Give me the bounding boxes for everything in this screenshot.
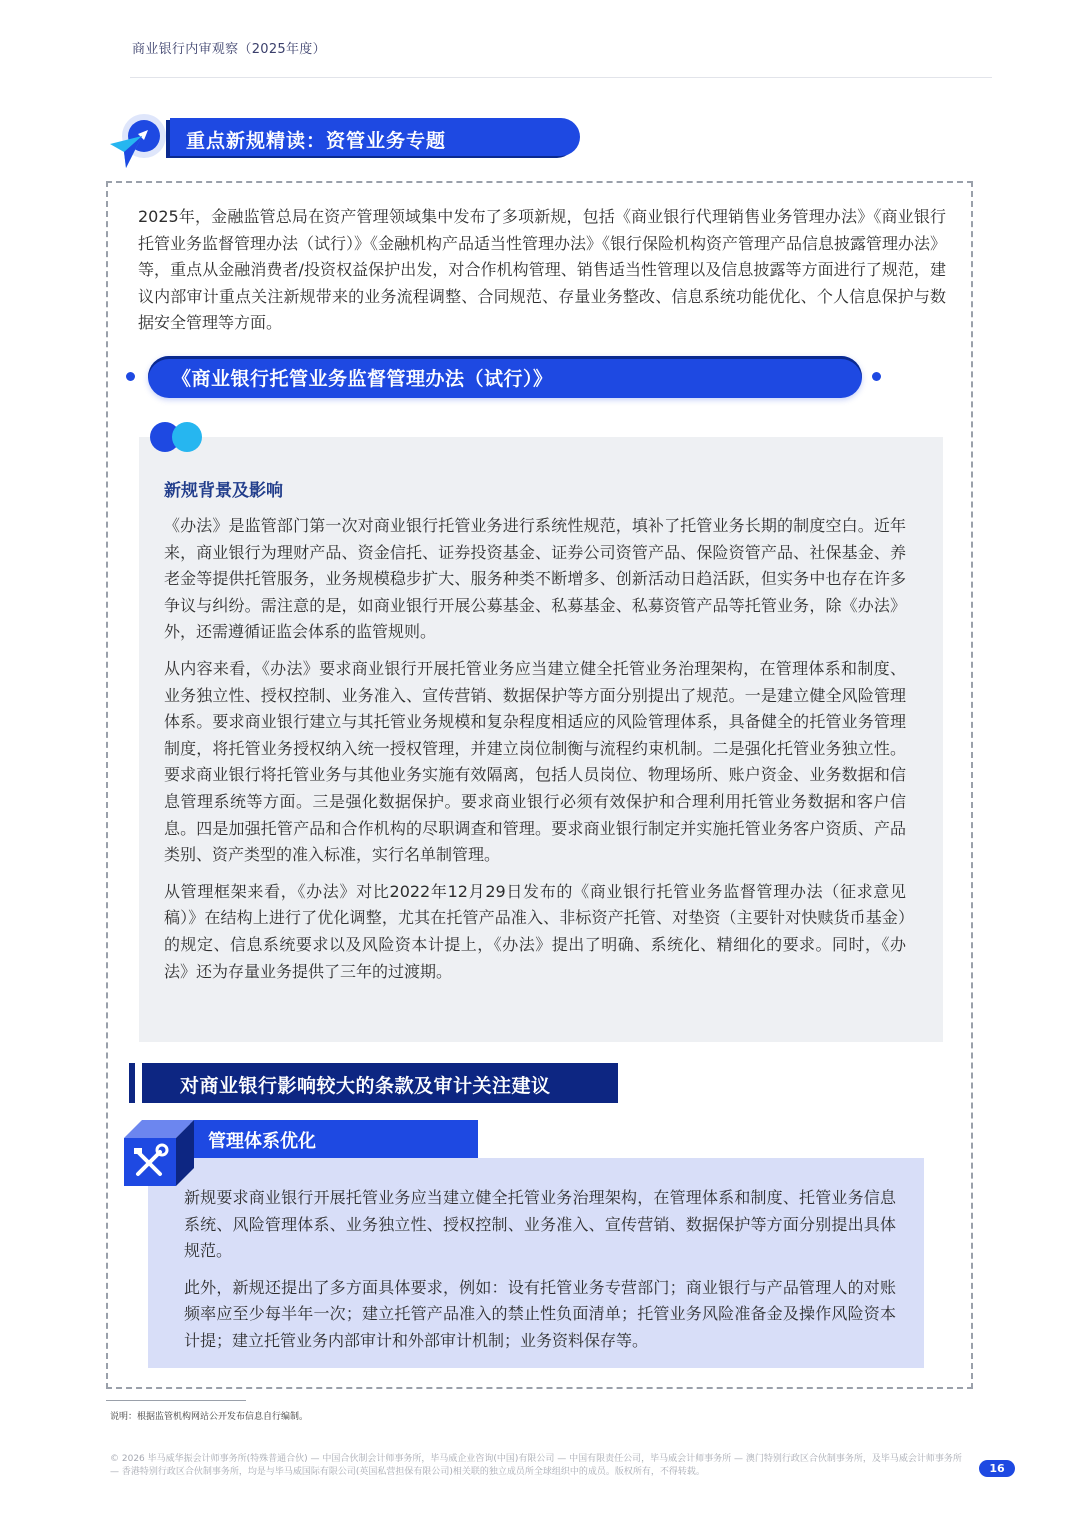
management-paragraph-1: 新规要求商业银行开展托管业务应当建立健全托管业务治理架构，在管理体系和制度、托管业务信息系统、风险管理体系、业务独立性、授权控制、业务准入、宣传营销、数据保护等方面分别提出具体规范。 bbox=[184, 1188, 896, 1261]
header-divider bbox=[130, 77, 992, 78]
background-paragraph-1: 《办法》是监管部门第一次对商业银行托管业务进行系统性规范，填补了托管业务长期的制度空白。近年来，商业银行为理财产品、资金信托、证券投资基金、证券公司资管产品、保险资管产品、社保基金、养老金等提供托管服务，业务规模稳步扩大、服务种类不断增多、创新活动日趋活跃，但实务中也存在许多争议与纠纷。需注意的是，如商业银行开展公募基金、私募基金、私募资管产品等托管业务，除《办法》外，还需遵循证监会体系的监管规则。 bbox=[164, 516, 906, 642]
footnote: 说明：根据监管机构网站公开发布信息自行编制。 bbox=[110, 1412, 309, 1422]
page-header-title: 商业银行内审观察（2025年度） bbox=[132, 42, 326, 57]
management-paragraph-2: 此外，新规还提出了多方面具体要求，例如：设有托管业务专营部门；商业银行与产品管理人的对账频率应至少每半年一次；建立托管产品准入的禁止性负面清单；托管业务风险准备金及操作风险资本计提；建立托管业务内部审计和外部审计机制；业务资料保存等。 bbox=[184, 1277, 896, 1350]
decor-dot-cyan bbox=[172, 422, 202, 452]
paper-plane-icon bbox=[108, 110, 172, 170]
regulation-pill-title: 《商业银行托管业务监督管理办法（试行）》 bbox=[172, 368, 553, 390]
background-paragraph-3: 从管理框架来看，《办法》对比2022年12月29日发布的《商业银行托管业务监督管理办法（征求意见稿）》在结构上进行了优化调整，尤其在托管产品准入、非标资产托管、对垫资（主要针对快赎货币基金）的规定、信息系统要求以及风险资本计提上，《办法》提出了明确、系统化、精细化的要求。同时，《办法》还为存量业务提供了三年的过渡期。 bbox=[164, 881, 906, 981]
section-banner bbox=[108, 110, 588, 170]
management-title: 管理体系优化 bbox=[208, 1131, 316, 1152]
background-paragraph-2: 从内容来看，《办法》要求商业银行开展托管业务应当建立健全托管业务治理架构，在管理体系和制度、业务独立性、授权控制、业务准入、宣传营销、数据保护等方面分别提出了规范。一是建立健全风险管理体系。要求商业银行建立与其托管业务规模和复杂程度相适应的风险管理体系，具备健全的托管业务管理制度，将托管业务授权纳入统一授权管理，并建立岗位制衡与流程约束机制。二是强化托管业务独立性。要求商业银行将托管业务与其他业务实施有效隔离，包括人员岗位、物理场所、账户资金、业务数据和信息管理系统等方面。三是强化数据保护。要求商业银行必须有效保护和合理利用托管业务数据和客户信息。四是加强托管产品和合作机构的尽职调查和管理。要求商业银行制定并实施托管业务客户资质、产品类别、资产类型的准入标准，实行名单制管理。 bbox=[164, 658, 906, 865]
pill-dot-right bbox=[872, 372, 881, 381]
background-heading: 新规背景及影响 bbox=[164, 481, 283, 501]
impact-heading: 对商业银行影响较大的条款及审计关注建议 bbox=[180, 1075, 551, 1097]
intro-paragraph: 2025年，金融监管总局在资产管理领域集中发布了多项新规，包括《商业银行代理销售业务管理办法》《商业银行托管业务监督管理办法（试行）》《金融机构产品适当性管理办法》《银行保险机构资产管理产品信息披露管理办法》等，重点从金融消费者/投资权益保护出发，对合作机构管理、销售适当性管理以及信息披露等方面进行了规范，建议内部审计重点关注新规带来的业务流程调整、合同规范、存量业务整改、信息系统功能优化、个人信息保护与数据安全管理等方面。 bbox=[138, 207, 947, 333]
page-number-badge: 16 bbox=[979, 1460, 1015, 1477]
impact-accent bbox=[129, 1063, 135, 1103]
pill-dot-left bbox=[126, 372, 135, 381]
tools-icon bbox=[124, 1120, 194, 1186]
background-body bbox=[164, 513, 906, 995]
section-banner-title: 重点新规精读：资管业务专题 bbox=[186, 130, 447, 152]
copyright-footer: © 2026 毕马威华振会计师事务所(特殊普通合伙) — 中国合伙制会计师事务所，毕马威企业咨询(中国)有限公司 — 中国有限责任公司，毕马威会计师事务所 — 澳门特别行政区合伙制事务所，及毕马威会计师事务所 — 香港特别行政区合伙制事务所，均是与毕马威国际有限公司(英国私营担保有限公司)相关联的独立成员所全球组织中的成员。版权所有，不得转载。 bbox=[110, 1454, 962, 1477]
footnote-divider bbox=[106, 1400, 246, 1401]
management-body bbox=[184, 1185, 896, 1365]
